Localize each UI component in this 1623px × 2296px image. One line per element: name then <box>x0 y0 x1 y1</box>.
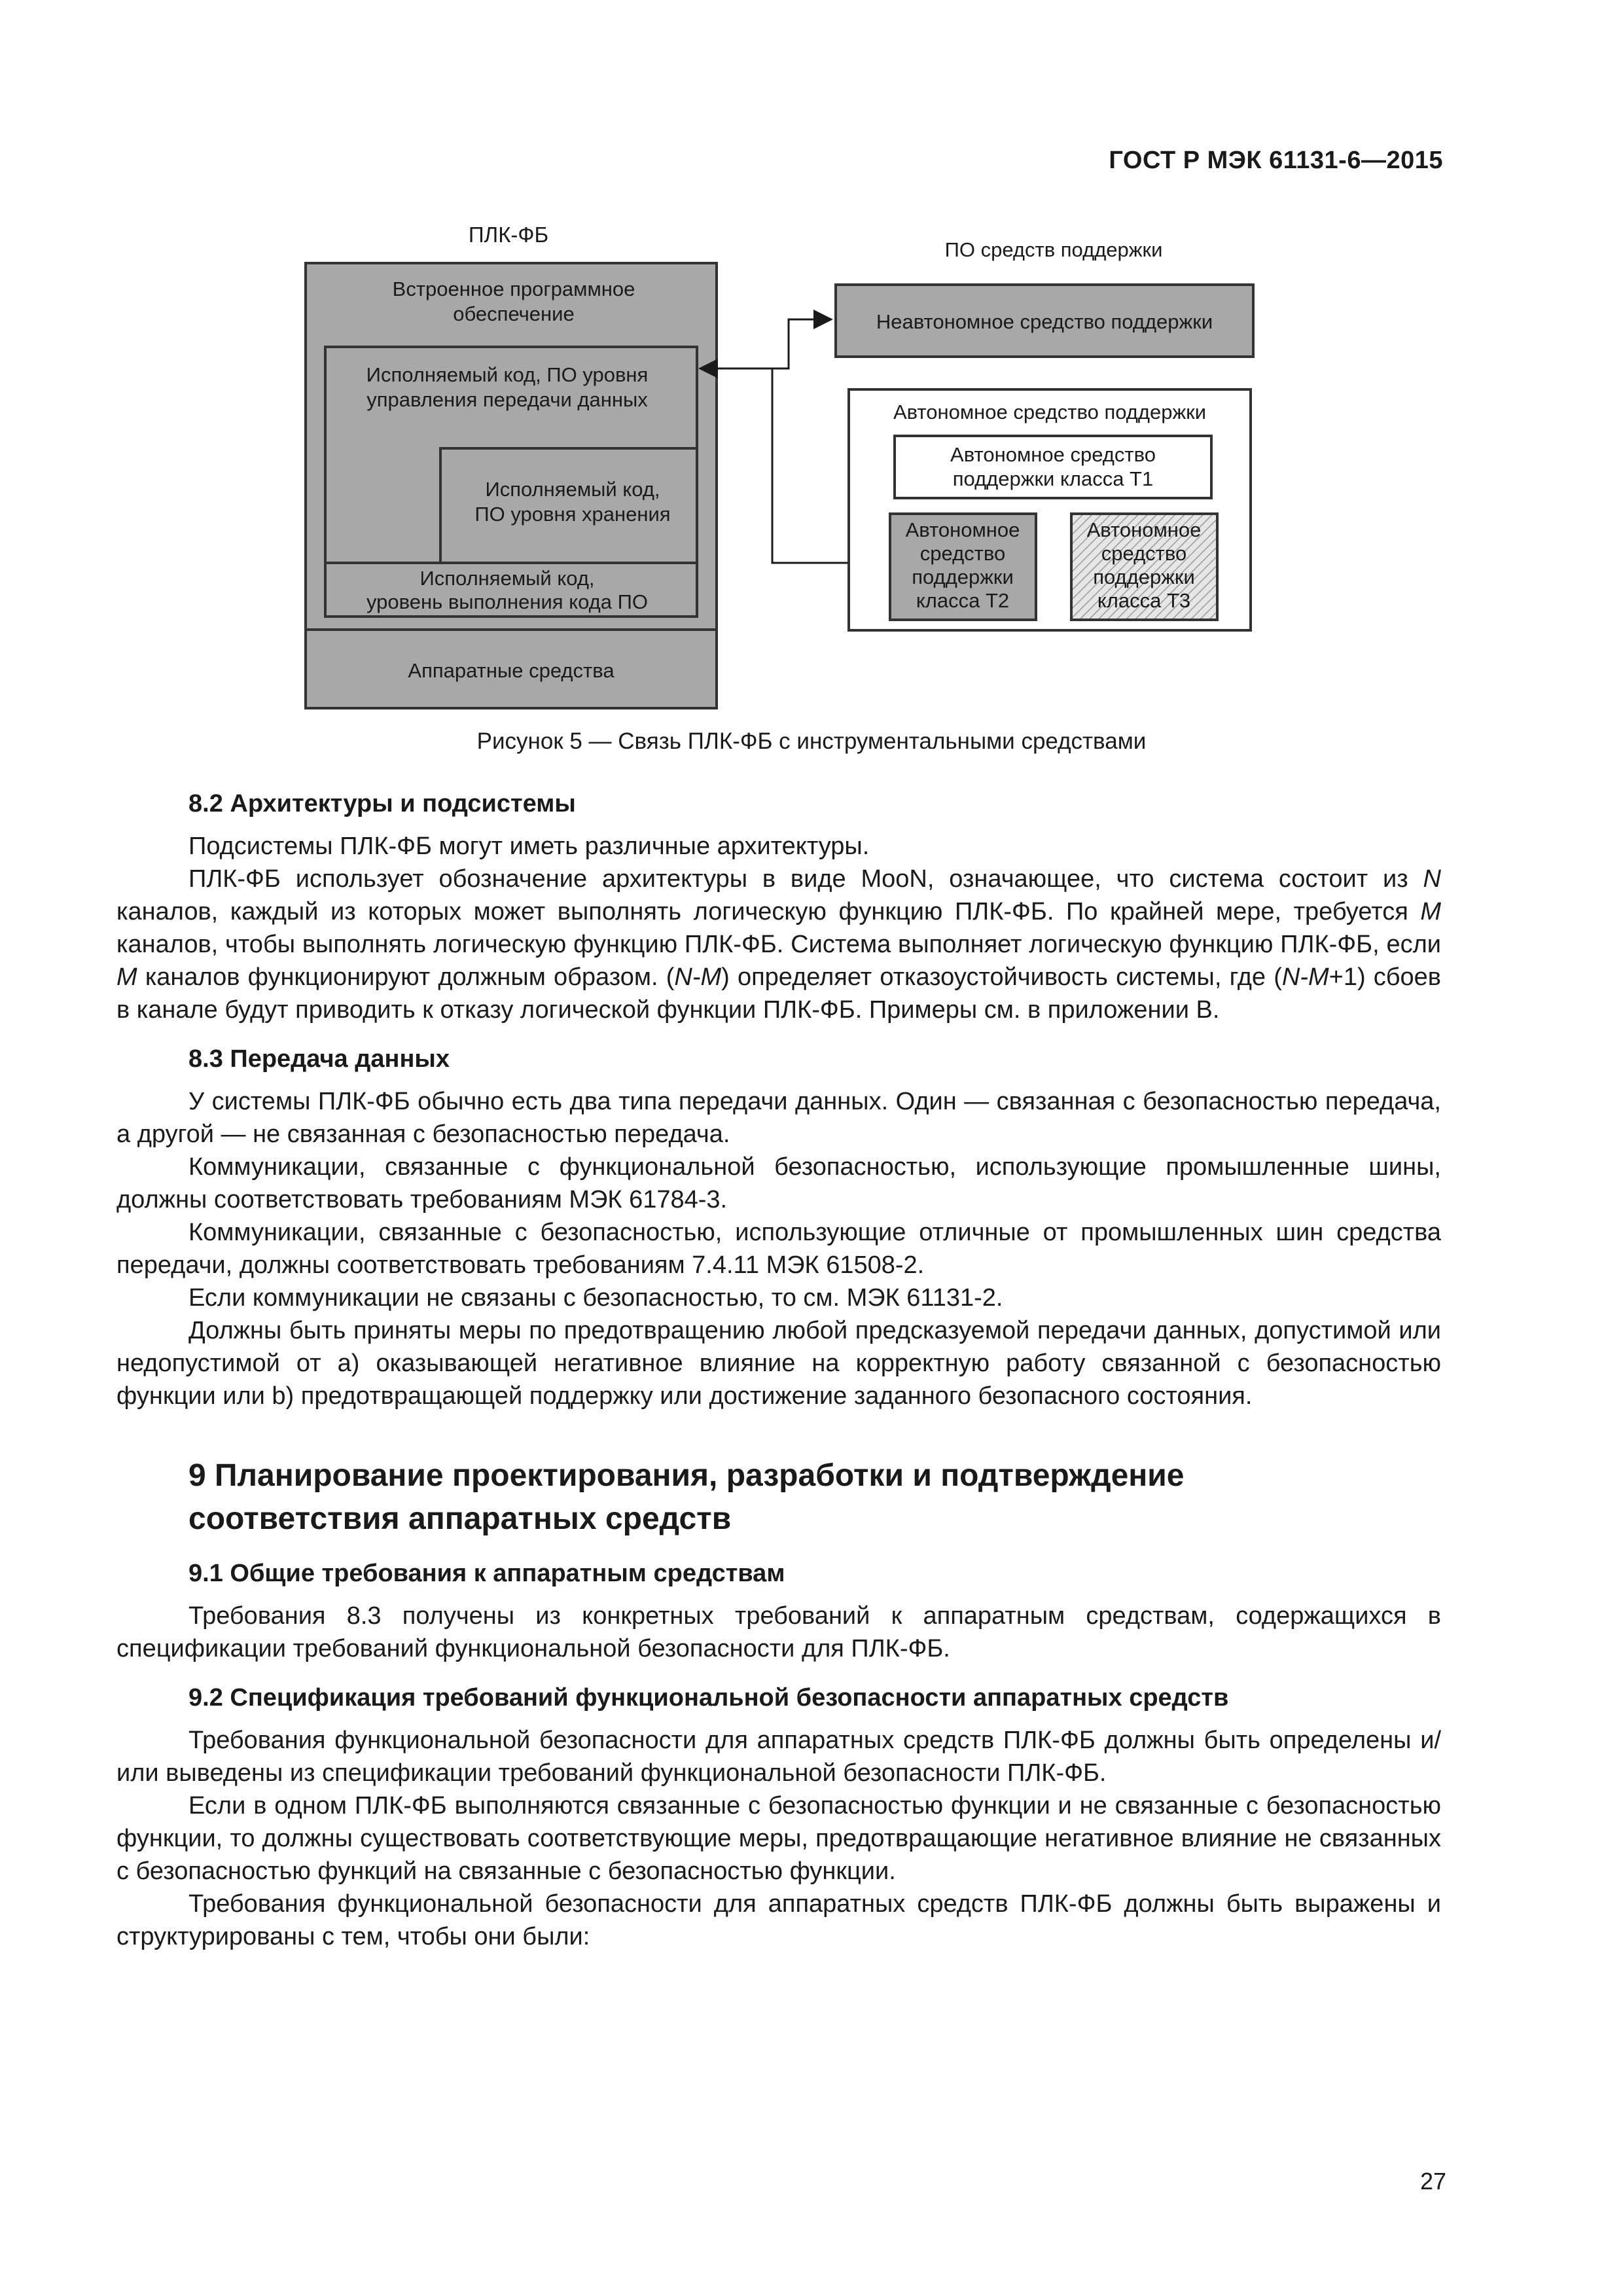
section-8-2-para-1: Подсистемы ПЛК-ФБ могут иметь различные архитектуры. <box>188 833 870 860</box>
section-8-3-para-2: Коммуникации, связанные с функциональной безопасностью, использующие промышленные шины, должны соответствовать требованиям МЭК 61784-3. <box>116 1153 1441 1213</box>
section-9-2-para-3: Требования функциональной безопасности для аппаратных средств ПЛК-ФБ должны быть выражены и структурированы с тем, чтобы они были: <box>116 1890 1441 1950</box>
section-9-title-line1: 9 Планирование проектирования, разработки и подтверждение <box>188 1458 1185 1493</box>
t3-line1: Автономное <box>1086 518 1202 541</box>
section-9-1-title: 9.1 Общие требования к аппаратным средствам <box>188 1560 785 1587</box>
exec-run-line1: Исполняемый код, <box>419 567 595 590</box>
document-code-header: ГОСТ Р МЭК 61131-6—2015 <box>1109 147 1443 174</box>
plc-fb-title: ПЛК-ФБ <box>468 223 549 247</box>
firmware-label-line1: Встроенное программное <box>392 278 635 300</box>
firmware-label-line2: обеспечение <box>453 302 575 325</box>
figure-5-diagram <box>298 216 1266 740</box>
section-8-3-para-4: Если коммуникации не связаны с безопасностью, то см. МЭК 61131-2. <box>188 1284 1003 1312</box>
section-9-title-line2: соответствия аппаратных средств <box>188 1501 732 1536</box>
figure-caption: Рисунок 5 — Связь ПЛК-ФБ с инструментальными средствами <box>476 728 1147 754</box>
section-9-2-para-1: Требования функциональной безопасности для аппаратных средств ПЛК-ФБ должны быть определены и/или выведены из спецификации требований функциональной безопасности ПЛК-ФБ. <box>116 1727 1441 1787</box>
t2-line3: поддержки <box>912 565 1014 588</box>
nonautonomous-label: Неавтономное средство поддержки <box>876 310 1213 333</box>
t2-line2: средство <box>919 542 1006 565</box>
t2-line4: класса Т2 <box>916 589 1010 612</box>
section-9-1-para-1: Требования 8.3 получены из конкретных требований к аппаратным средствам, содержащихся в спецификации требований функциональной безопасности для ПЛК-ФБ. <box>116 1602 1441 1662</box>
section-8-2-title: 8.2 Архитектуры и подсистемы <box>188 790 576 817</box>
document-body <box>116 785 1441 1953</box>
t3-line2: средство <box>1101 542 1187 565</box>
exec-storage-line2: ПО уровня хранения <box>474 503 671 526</box>
section-8-2-para-2: ПЛК-ФБ использует обозначение архитектуры в виде MooN, означающее, что система состоит из N каналов, каждый из которых может выполнять логическую функцию ПЛК-ФБ. По крайней мере, требуется M каналов, чтобы выполнять логическую функцию ПЛК-ФБ. Система выполняет логическую функцию ПЛК-ФБ, если M каналов функционируют должным образом. (N-M) определяет отказоустойчивость системы, где (N-M+1) сбоев в канале будут приводить к отказу логической функции ПЛК-ФБ. Примеры см. в приложении В. <box>116 865 1441 1024</box>
section-8-3-title: 8.3 Передача данных <box>188 1045 450 1073</box>
section-9-2-title: 9.2 Спецификация требований функциональной безопасности аппаратных средств <box>188 1684 1229 1712</box>
t1-line1: Автономное средство <box>950 443 1156 466</box>
connector-to-nonautonomous <box>772 319 831 368</box>
autonomous-title: Автономное средство поддержки <box>893 401 1207 423</box>
exec-storage-line1: Исполняемый код, <box>485 478 660 501</box>
t3-line3: поддержки <box>1093 565 1195 588</box>
t2-line1: Автономное <box>905 518 1020 541</box>
t1-line2: поддержки класса Т1 <box>952 467 1154 490</box>
section-8-3-para-3: Коммуникации, связанные с безопасностью, использующие отличные от промышленных шин средства передачи, должны соответствовать требованиям 7.4.11 МЭК 61508-2. <box>116 1219 1441 1279</box>
section-9-2-para-2: Если в одном ПЛК-ФБ выполняются связанные с безопасностью функции и не связанные с безопасностью функции, то должны существовать соответствующие меры, предотвращающие негативное влияние не связанных с безопасностью функций на связанные с безопасностью функции. <box>116 1792 1441 1885</box>
hardware-label: Аппаратные средства <box>408 659 615 682</box>
support-software-title: ПО средств поддержки <box>944 238 1163 261</box>
exec-transfer-line1: Исполняемый код, ПО уровня <box>366 363 649 386</box>
exec-transfer-line2: управления передачи данных <box>366 388 648 411</box>
section-8-3-para-1: У системы ПЛК-ФБ обычно есть два типа передачи данных. Один — связанная с безопасностью передача, а другой — не связанная с безопасностью передача. <box>116 1088 1441 1148</box>
t3-line4: класса Т3 <box>1097 589 1191 612</box>
section-8-3-para-5: Должны быть приняты меры по предотвращению любой предсказуемой передачи данных, допустимой или недопустимой от a) оказывающей негативное влияние на корректную работу связанной с безопасностью функции или b) предотвращающей поддержку или достижение заданного безопасного состояния. <box>116 1317 1441 1410</box>
page-number: 27 <box>1419 2168 1446 2195</box>
exec-run-line2: уровень выполнения кода ПО <box>366 590 649 613</box>
